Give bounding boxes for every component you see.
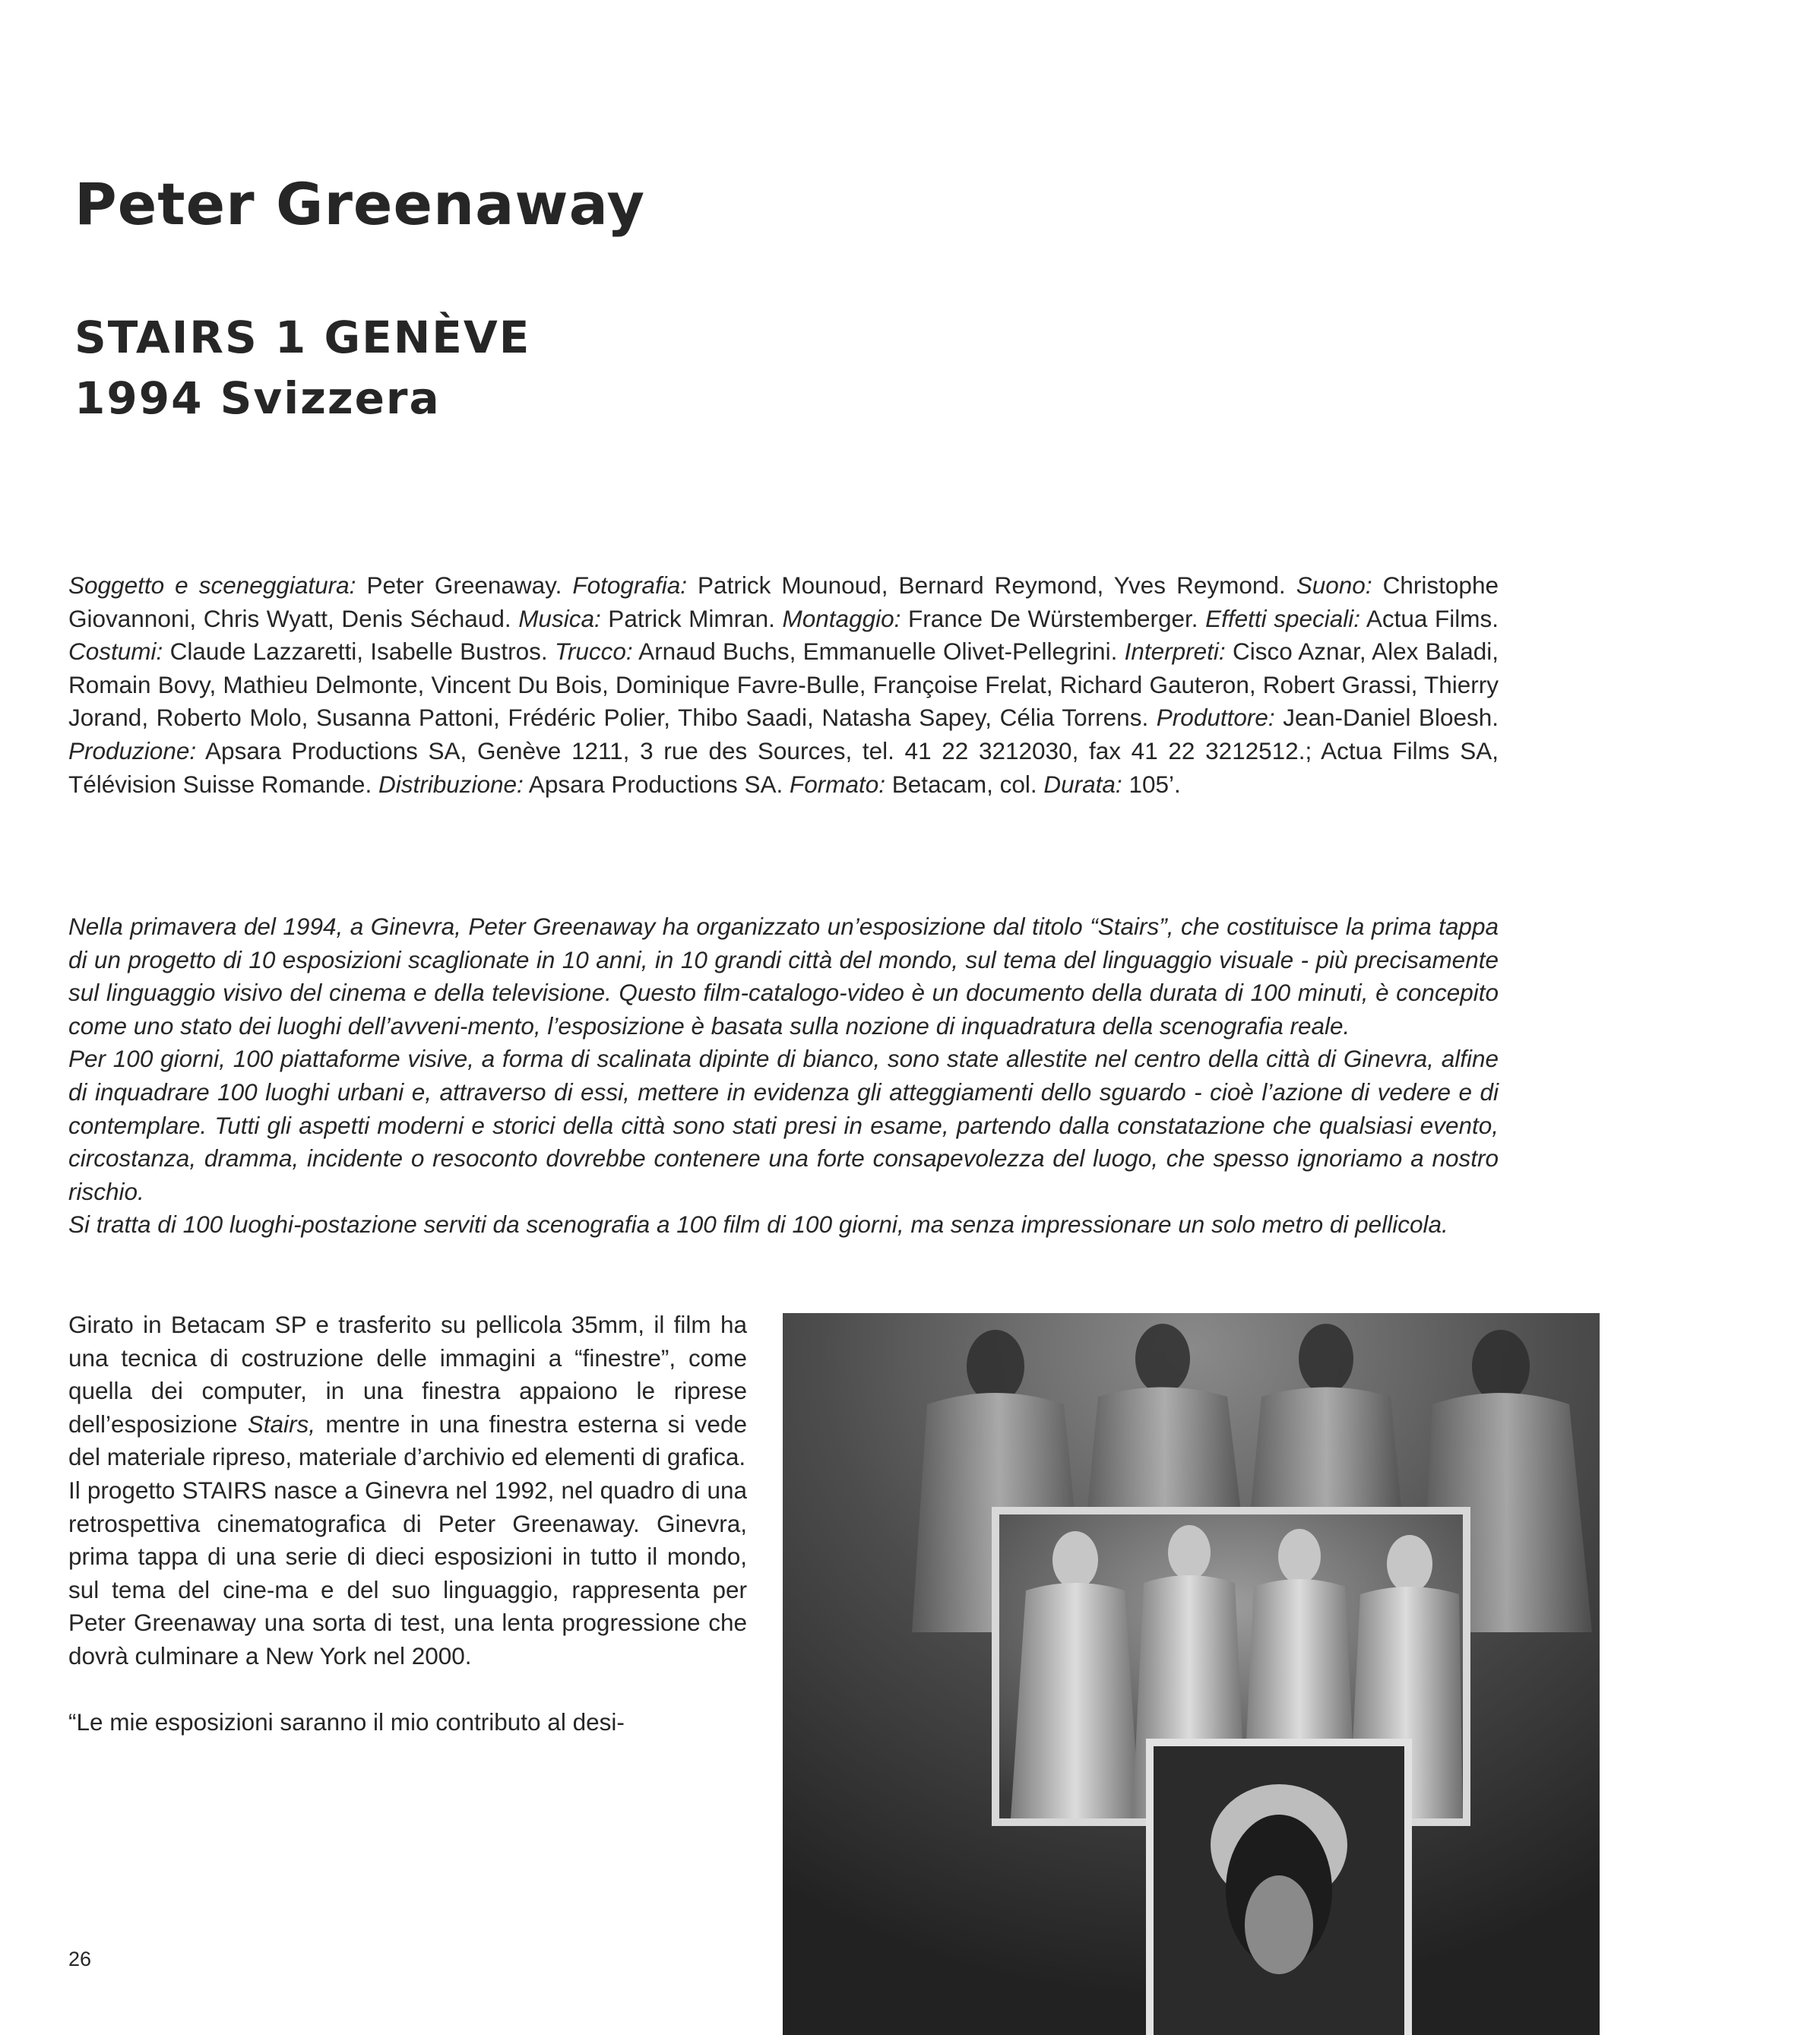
credit-label: Effetti speciali:: [1205, 604, 1361, 632]
credit-value: Peter Greenaway.: [356, 571, 573, 599]
credit-value: Jean-Daniel Bloesh.: [1274, 704, 1499, 732]
film-still-photo: [783, 1313, 1600, 2035]
credit-label: Suono:: [1296, 571, 1372, 599]
film-title-main: STAIRS 1 GENÈVE: [74, 312, 531, 363]
body-paragraph: Il progetto STAIRS nasce a Ginevra nel 1992, nel quadro di una retrospettiva cinematografica di Peter Greenaway. Ginevra, prima tappa di una serie di dieci esposizioni in tutto il mondo, sul tema del cine-ma e del suo linguaggio, rappresenta per Peter Greenaway una sorta di test, una lenta progressione che dovrà culminare a New York nel 2000.: [68, 1476, 747, 1669]
synopsis-paragraph: Si tratta di 100 luoghi-postazione serviti da scenografia a 100 film di 100 giorni, ma senza impressionare un solo metro di pellicola.: [68, 1211, 1448, 1239]
credit-value: Cisco Aznar, Alex Baladi, Romain Bovy, Mathieu Delmonte, Vincent Du Bois, Dominique Favre-Bulle, Françoise Frelat, Richard Gauteron, Robert Grassi, Thierry Jorand, Roberto Molo, Susanna Pattoni, Frédéric Polier, Thibo Saadi, Natasha Sapey, Célia Torrens.: [68, 638, 1499, 732]
credit-value: 105’.: [1122, 770, 1181, 798]
credit-value: Claude Lazzaretti, Isabelle Bustros.: [163, 638, 555, 666]
credit-value: Patrick Mounoud, Bernard Reymond, Yves Reymond.: [686, 571, 1296, 599]
synopsis-paragraph: Nella primavera del 1994, a Ginevra, Peter Greenaway ha organizzato un’esposizione dal titolo “Stairs”, che costituisce la prima tappa di un progetto di 10 esposizioni scaglionate in 10 anni, in 10 grandi città del mondo, sul tema del linguaggio visuale - più precisamente sul linguaggio visivo del cinema e della televisione. Questo film-catalogo-video è un documento della durata di 100 minuti, è concepito come uno stato dei luoghi dell’avveni-mento, l’esposizione è basata sulla nozione di inquadratura della scenografia reale.: [68, 913, 1499, 1040]
synopsis-block: [68, 910, 1499, 1242]
credit-value: Patrick Mimran.: [600, 604, 783, 632]
credit-value: Christophe Giovannoni, Chris Wyatt, Denis Séchaud.: [68, 571, 1499, 632]
credit-label: Formato:: [790, 770, 886, 798]
credit-label: Interpreti:: [1124, 638, 1226, 666]
credit-label: Montaggio:: [782, 604, 901, 632]
credit-label: Costumi:: [68, 638, 163, 666]
synopsis-paragraph: Per 100 giorni, 100 piattaforme visive, a forma di scalinata dipinte di bianco, sono state allestite nel centro della città di Ginevra, alfine di inquadrare 100 luoghi urbani e, attraverso di essi, mettere in evidenza gli atteggiamenti dello sguardo - cioè l’azione di vedere e di contemplare. Tutti gli aspetti moderni e storici della città sono stati presi in esame, partendo dalla constatazione che qualsiasi evento, circostanza, dramma, incidente o resoconto dovrebbe contenere una forte consapevolezza del luogo, che spesso ignoriamo a nostro rischio.: [68, 1045, 1499, 1205]
credit-value: France De Würstemberger.: [901, 604, 1206, 632]
credit-label: Durata:: [1043, 770, 1122, 798]
body-paragraph: [68, 1309, 747, 1474]
film-title-year-country: 1994 Svizzera: [74, 372, 441, 424]
body-text: Girato in Betacam SP e trasferito su pellicola 35mm, il film ha una tecnica di costruzione delle immagini a “finestre”, come quella dei computer, in una finestra appaiono le riprese dell’esposizione: [68, 1311, 747, 1438]
credits-block: [68, 569, 1499, 801]
credit-label: Produttore:: [1156, 704, 1275, 732]
credit-value: Betacam, col.: [885, 770, 1044, 798]
credit-value: Arnaud Buchs, Emmanuelle Olivet-Pellegrini.: [632, 638, 1125, 666]
film-title: [74, 307, 530, 429]
credit-value: Apsara Productions SA, Genève 1211, 3 rue des Sources, tel. 41 22 3212030, fax 41 22 3212512.; Actua Films SA, Télévision Suisse Romande.: [68, 736, 1499, 798]
page-number: 26: [68, 1948, 92, 1970]
credit-label: Produzione:: [68, 736, 197, 764]
credit-label: Musica:: [518, 604, 601, 632]
page-title: Peter Greenaway: [74, 170, 646, 238]
body-text: mentre in una finestra esterna si vede del materiale ripreso, materiale d’archivio ed elementi di grafica.: [68, 1410, 747, 1471]
body-paragraph: “Le mie esposizioni saranno il mio contributo al desi-: [68, 1708, 625, 1736]
credit-value: Actua Films.: [1360, 604, 1499, 632]
credit-label: Fotografia:: [572, 571, 687, 599]
stairs-title-emphasis: Stairs,: [247, 1410, 316, 1438]
credit-label: Trucco:: [554, 638, 633, 666]
credit-label: Soggetto e sceneggiatura:: [68, 571, 356, 599]
credit-value: Apsara Productions SA.: [523, 770, 790, 798]
column-text: [68, 1309, 747, 1739]
credit-label: Distribuzione:: [378, 770, 524, 798]
